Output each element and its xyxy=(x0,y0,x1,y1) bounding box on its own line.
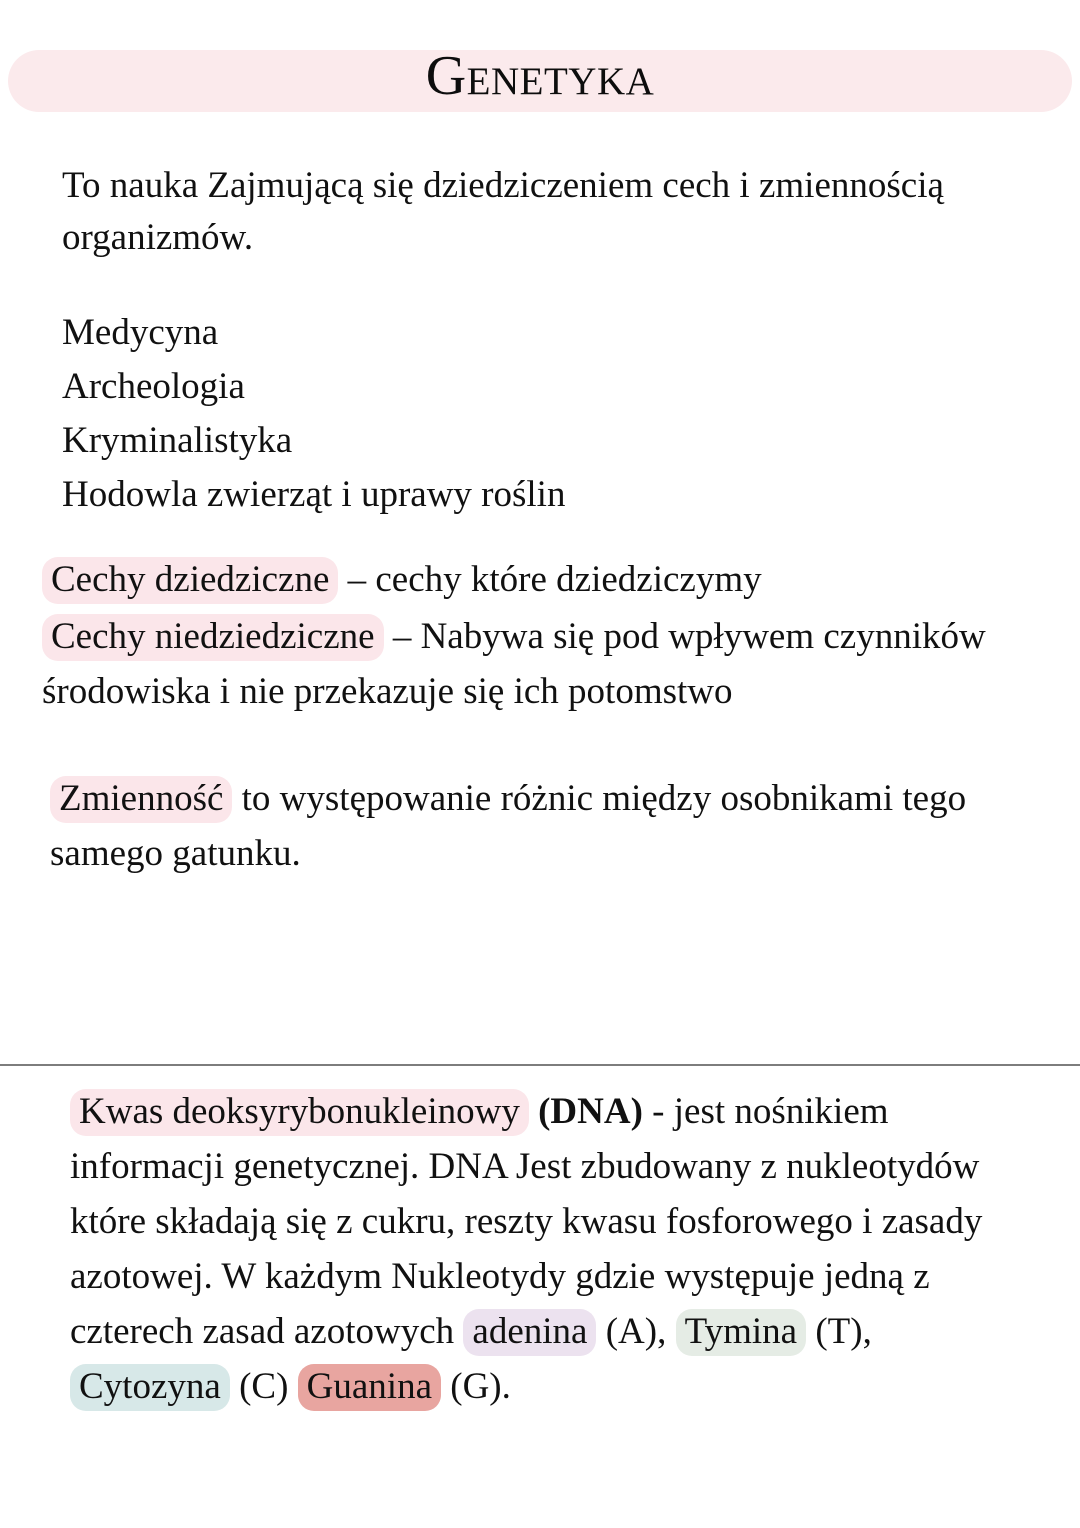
base-symbol-guanina: (G). xyxy=(441,1366,511,1407)
dna-section xyxy=(0,1084,1080,1414)
highlight-term-kwas-deoksyrybonukleinowy: Kwas deoksyrybonukleinowy xyxy=(70,1089,529,1136)
highlight-term-cechy-niedziedziczne: Cechy niedziedziczne xyxy=(42,614,384,661)
definition-non-heritable xyxy=(42,609,1002,719)
highlight-base-tymina: Tymina xyxy=(676,1309,807,1356)
intro-paragraph: To nauka Zajmującą się dziedziczeniem cech i zmiennością organizmów. xyxy=(62,165,944,258)
definition-heritable xyxy=(42,552,1002,607)
highlight-base-adenina: adenina xyxy=(463,1309,596,1356)
list-item: Archeologia xyxy=(62,366,245,407)
highlight-base-cytozyna: Cytozyna xyxy=(70,1364,230,1411)
genetics-section xyxy=(0,160,1080,881)
dna-body-text: - jest nośnikiem informacji genetycznej. DNA Jest zbudowany z nukleotydów które składają się z cukru, reszty kwasu fosforowego i zasady azotowej. W każdym Nukleotydy gdzie występuje jedną z czterech zasad azotowych xyxy=(70,1091,983,1352)
list-item: Medycyna xyxy=(62,312,219,353)
dna-paragraph xyxy=(70,1084,1030,1414)
highlight-base-guanina: Guanina xyxy=(298,1364,441,1411)
page-title xyxy=(0,45,1080,112)
variability-paragraph xyxy=(50,771,990,881)
dna-abbreviation: (DNA) xyxy=(538,1091,643,1132)
dna-abbreviation-space xyxy=(529,1091,538,1132)
variability-body: to występowanie różnic między osobnikami tego samego gatunku. xyxy=(50,778,967,874)
highlight-term-zmiennosc: Zmienność xyxy=(50,776,232,823)
list-item: Hodowla zwierząt i uprawy roślin xyxy=(62,474,566,515)
highlight-term-cechy-dziedziczne: Cechy dziedziczne xyxy=(42,557,338,604)
definition-body: – cechy które dziedziczymy xyxy=(338,559,762,600)
section-divider xyxy=(0,1064,1080,1066)
title-text: Genetyka xyxy=(425,45,655,107)
base-symbol-tymina: (T), xyxy=(806,1311,872,1352)
base-symbol-cytozyna: (C) xyxy=(229,1366,298,1407)
definitions-block xyxy=(42,552,1002,719)
definition-body: – Nabywa się pod wpływem czynników środowiska i nie przekazuje się ich potomstwo xyxy=(42,616,986,712)
base-symbol-adenina: (A), xyxy=(596,1311,676,1352)
application-fields-list xyxy=(62,306,982,522)
list-item: Kryminalistyka xyxy=(62,420,293,461)
